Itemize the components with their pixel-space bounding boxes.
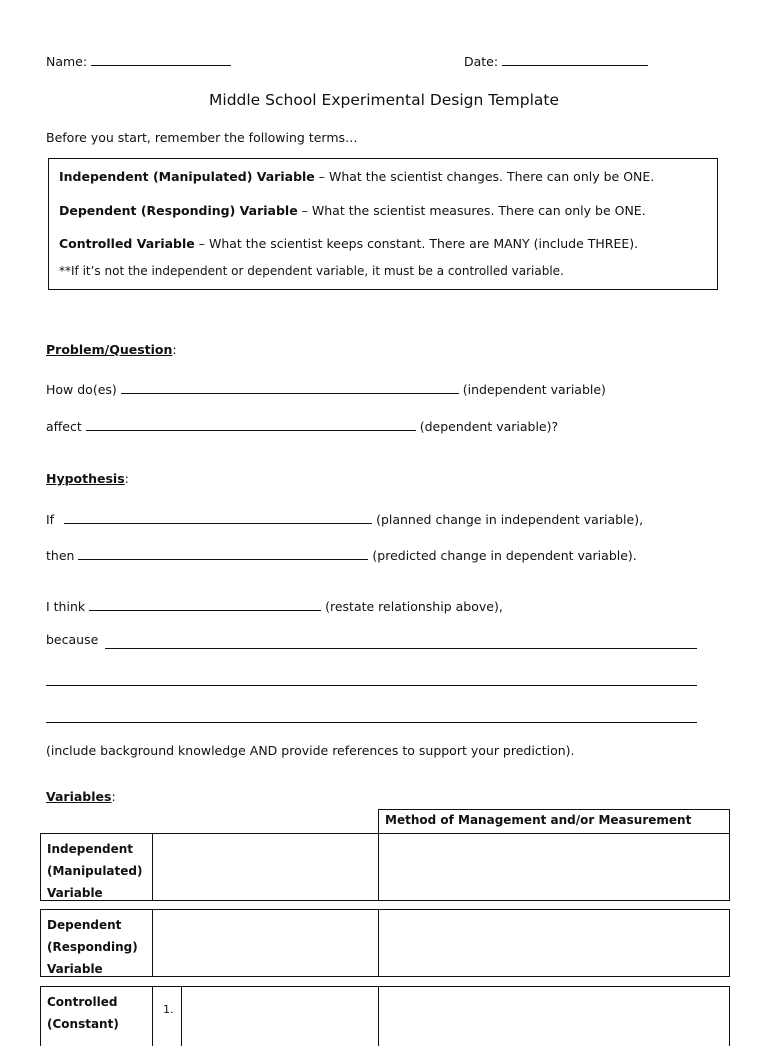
label-line: Variable xyxy=(47,962,103,976)
problem-line-2-prefix: affect xyxy=(46,419,82,434)
then-prefix: then xyxy=(46,548,75,563)
if-blank[interactable] xyxy=(64,509,372,524)
hypothesis-if-line xyxy=(46,509,643,527)
term-definition: – What the scientist measures. There can only be ONE. xyxy=(297,203,646,218)
label-line: Variable xyxy=(47,886,103,900)
then-suffix: (predicted change in dependent variable). xyxy=(372,548,637,563)
terms-box xyxy=(48,158,718,290)
think-prefix: I think xyxy=(46,599,86,614)
problem-line-2 xyxy=(46,416,558,434)
problem-line-1-suffix: (independent variable) xyxy=(462,382,606,397)
controlled-item-number: 1. xyxy=(163,1003,174,1016)
because-label: because xyxy=(46,632,99,647)
controlled-variable-cell-1[interactable] xyxy=(182,987,378,1025)
name-field[interactable] xyxy=(46,51,231,69)
think-suffix: (restate relationship above), xyxy=(325,599,503,614)
label-line: (Manipulated) xyxy=(47,864,143,878)
if-suffix: (planned change in independent variable), xyxy=(376,512,644,527)
variables-heading: Variables: xyxy=(46,789,116,804)
term-dependent xyxy=(59,203,646,218)
label-line: (Constant) xyxy=(47,1017,119,1031)
hypothesis-note: (include background knowledge AND provide references to support your prediction). xyxy=(46,743,575,758)
method-header: Method of Management and/or Measurement xyxy=(378,809,730,833)
label-line: Dependent xyxy=(47,918,122,932)
then-blank[interactable] xyxy=(78,545,368,560)
label-line: (Responding) xyxy=(47,940,138,954)
problem-line-2-suffix: (dependent variable)? xyxy=(419,419,559,434)
think-blank[interactable] xyxy=(89,596,321,611)
dependent-row-label xyxy=(47,914,138,980)
problem-heading-text: Problem/Question xyxy=(46,342,173,357)
page-title: Middle School Experimental Design Template xyxy=(209,91,559,109)
dependent-method-cell[interactable] xyxy=(379,910,729,976)
date-field[interactable] xyxy=(464,51,648,69)
controlled-method-cell-1[interactable] xyxy=(379,987,729,1025)
variables-heading-text: Variables xyxy=(46,789,112,804)
terms-note: **If it’s not the independent or dependent variable, it must be a controlled variable. xyxy=(59,264,564,278)
problem-heading: Problem/Question: xyxy=(46,342,177,357)
term-independent xyxy=(59,169,654,184)
dependent-variable-row xyxy=(40,909,730,977)
hypothesis-think-line xyxy=(46,596,503,614)
column-divider xyxy=(152,987,153,1046)
independent-method-cell[interactable] xyxy=(379,834,729,900)
label-line: Independent xyxy=(47,842,134,856)
hypothesis-then-line xyxy=(46,545,637,563)
independent-variable-row xyxy=(40,833,730,901)
because-blank-2[interactable] xyxy=(46,685,697,686)
label-line: Controlled xyxy=(47,995,118,1009)
problem-line-1-prefix: How do(es) xyxy=(46,382,117,397)
term-definition: – What the scientist changes. There can only be ONE. xyxy=(314,169,655,184)
term-controlled xyxy=(59,236,638,251)
hypothesis-heading-text: Hypothesis xyxy=(46,471,125,486)
name-label: Name: xyxy=(46,54,88,69)
date-label: Date: xyxy=(464,54,499,69)
name-blank[interactable] xyxy=(91,51,231,66)
independent-row-label xyxy=(47,838,142,904)
controlled-row-label xyxy=(47,991,119,1035)
date-blank[interactable] xyxy=(502,51,648,66)
hypothesis-heading: Hypothesis: xyxy=(46,471,129,486)
if-prefix: If xyxy=(46,512,55,527)
intro-text: Before you start, remember the following terms… xyxy=(46,130,358,145)
term-name: Controlled Variable xyxy=(59,236,195,251)
term-name: Independent (Manipulated) Variable xyxy=(59,169,315,184)
controlled-variable-row xyxy=(40,986,730,1046)
term-definition: – What the scientist keeps constant. There are MANY (include THREE). xyxy=(194,236,639,251)
because-blank-1[interactable] xyxy=(105,648,697,649)
independent-variable-blank[interactable] xyxy=(121,379,459,394)
because-blank-3[interactable] xyxy=(46,722,697,723)
dependent-variable-blank[interactable] xyxy=(86,416,416,431)
problem-line-1 xyxy=(46,379,606,397)
dependent-variable-cell[interactable] xyxy=(153,910,378,976)
term-name: Dependent (Responding) Variable xyxy=(59,203,298,218)
independent-variable-cell[interactable] xyxy=(153,834,378,900)
